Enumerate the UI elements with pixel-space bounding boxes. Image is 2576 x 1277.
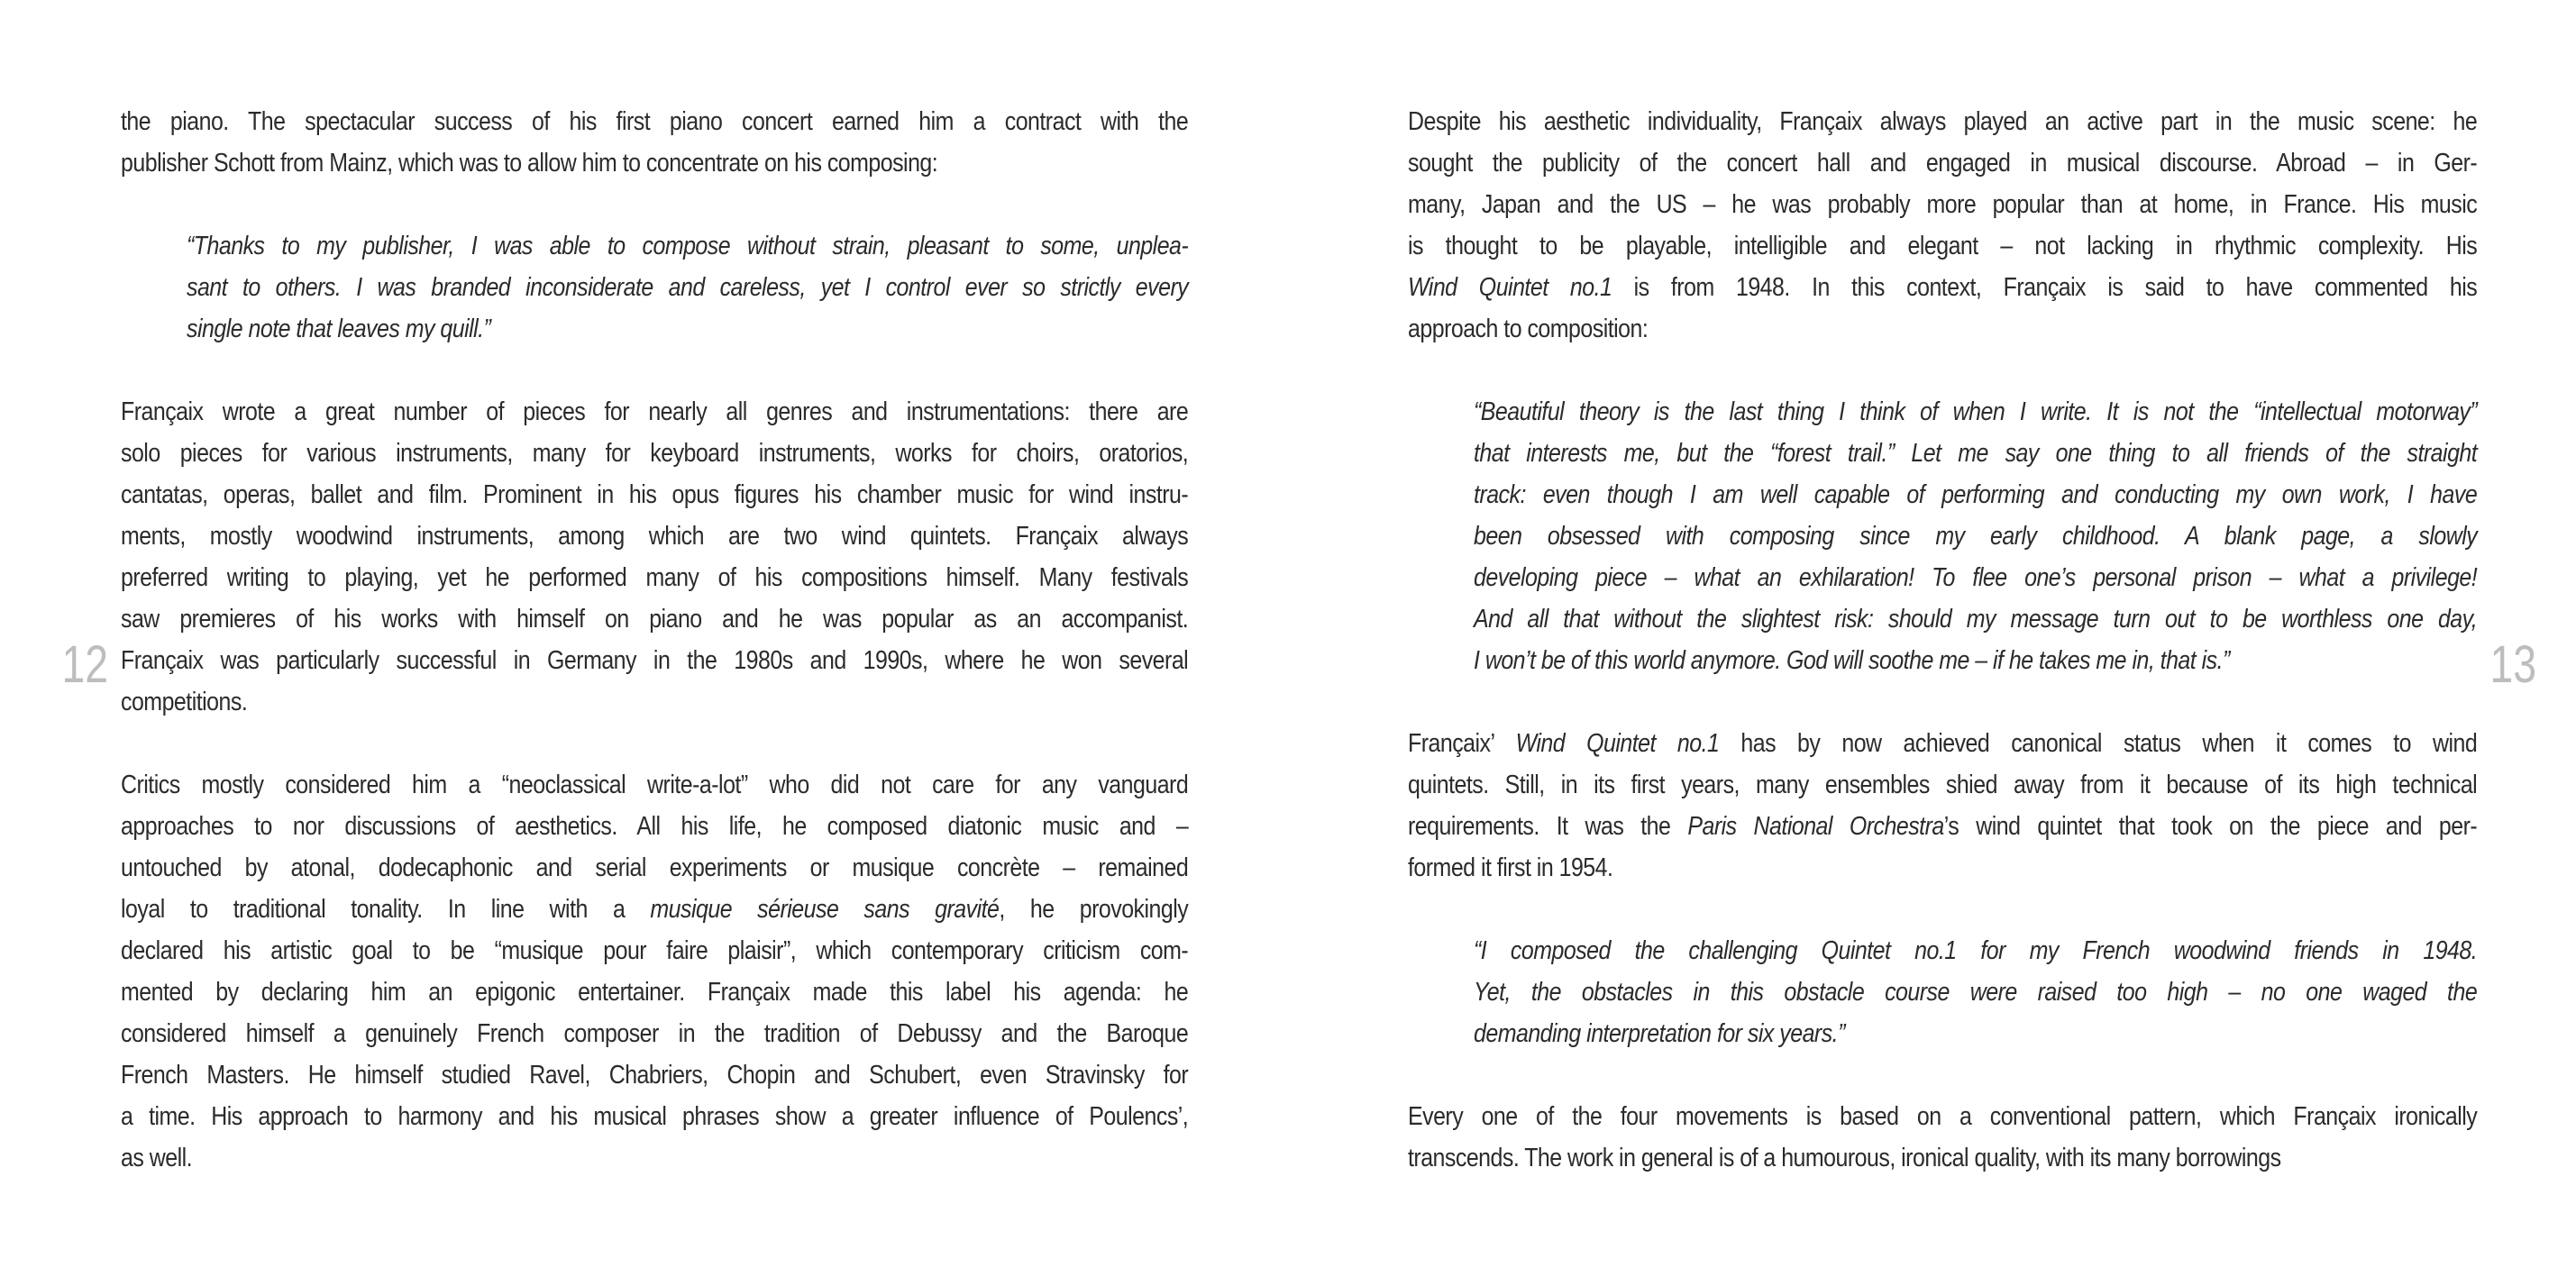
text-line: is thought to be playable, intelligible and elegant – not lacking in rhythmic complexity. His xyxy=(1408,232,2478,260)
text-line: transcends. The work in general is of a humourous, ironical quality, with its many borrowings xyxy=(1408,1144,2281,1172)
text-line: ments, mostly woodwind instruments, among which are two wind quintets. Françaix always xyxy=(121,522,1189,551)
text-line: been obsessed with composing since my early childhood. A blank page, a slowly xyxy=(1474,522,2478,551)
text-line: track: even though I am well capable of performing and conducting my own work, I have xyxy=(1474,480,2478,509)
text-line: approaches to nor discussions of aesthetics. All his life, he composed diatonic music and – xyxy=(121,812,1189,841)
text-segment: ’s wind quintet that took on the piece and per- xyxy=(1943,812,2478,841)
text-line xyxy=(121,889,1188,930)
text-line: saw premieres of his works with himself on piano and he was popular as an accompanist. xyxy=(121,605,1189,634)
text-line: single note that leaves my quill.” xyxy=(187,315,491,343)
body-paragraph xyxy=(1408,101,2477,350)
text-line: many, Japan and the US – he was probably more popular than at home, in France. His music xyxy=(1408,190,2478,219)
text-line: Every one of the four movements is based on a conventional pattern, which Françaix ironically xyxy=(1408,1102,2478,1131)
body-paragraph xyxy=(1408,1096,2477,1179)
text-line: Critics mostly considered him a “neoclassical write-a-lot” who did not care for any vanguard xyxy=(121,771,1189,799)
block-quote xyxy=(1408,391,2477,681)
text-line: “Thanks to my publisher, I was able to compose without strain, pleasant to some, unplea- xyxy=(187,232,1189,260)
body-paragraph xyxy=(121,101,1188,184)
block-quote xyxy=(1408,930,2477,1054)
text-line: that interests me, but the “forest trail.” Let me say one thing to all friends of the straight xyxy=(1474,439,2478,468)
text-line: competitions. xyxy=(121,688,248,716)
text-line: “I composed the challenging Quintet no.1 for my French woodwind friends in 1948. xyxy=(1474,936,2478,965)
left-text-column xyxy=(121,101,1188,1220)
text-line: as well. xyxy=(121,1144,193,1172)
text-line: sought the publicity of the concert hall and engaged in musical discourse. Abroad – in Ger- xyxy=(1408,149,2478,178)
text-line: Françaix wrote a great number of pieces for nearly all genres and instrumentations: there are xyxy=(121,397,1189,426)
text-line: French Masters. He himself studied Ravel, Chabriers, Chopin and Schubert, even Stravinsky for xyxy=(121,1061,1189,1090)
text-line: publisher Schott from Mainz, which was to allow him to concentrate on his composing: xyxy=(121,149,938,178)
text-line: cantatas, operas, ballet and film. Prominent in his opus figures his chamber music for wind instru- xyxy=(121,480,1189,509)
page-number-right: 13 xyxy=(2489,635,2537,694)
text-segment: requirements. It was the xyxy=(1408,812,1688,841)
italic-title: Wind Quintet no.1 xyxy=(1408,273,1612,302)
text-line: untouched by atonal, dodecaphonic and serial experiments or musique concrète – remained xyxy=(121,853,1189,882)
text-line: demanding interpretation for six years.” xyxy=(1474,1019,1845,1048)
text-line xyxy=(1408,723,2477,764)
text-segment: loyal to traditional tonality. In line with a xyxy=(121,895,651,924)
text-line: preferred writing to playing, yet he performed many of his compositions himself. Many festivals xyxy=(121,563,1189,592)
right-text-column xyxy=(1408,101,2477,1220)
text-segment: , he provokingly xyxy=(999,895,1189,924)
text-line: I won’t be of this world anymore. God will soothe me – if he takes me in, that is.” xyxy=(1474,646,2230,675)
text-line: a time. His approach to harmony and his musical phrases show a greater influence of Poulencs’, xyxy=(121,1102,1189,1131)
text-line: formed it first in 1954. xyxy=(1408,853,1613,882)
text-line: And all that without the slightest risk: should my message turn out to be worthless one day, xyxy=(1474,605,2478,634)
text-line: approach to composition: xyxy=(1408,315,1649,343)
page-number-left: 12 xyxy=(61,635,109,694)
text-line: sant to others. I was branded inconsiderate and careless, yet I control ever so strictly every xyxy=(187,273,1189,302)
text-line: solo pieces for various instruments, many for keyboard instruments, works for choirs, oratorios, xyxy=(121,439,1189,468)
body-paragraph xyxy=(121,764,1188,1179)
italic-title: musique sérieuse sans gravité xyxy=(650,895,1000,924)
right-page xyxy=(1288,0,2576,1277)
body-paragraph xyxy=(121,391,1188,723)
text-line: Françaix was particularly successful in Germany in the 1980s and 1990s, where he won several xyxy=(121,646,1189,675)
text-segment: has by now achieved canonical status when it comes to wind xyxy=(1719,729,2478,758)
body-paragraph xyxy=(1408,723,2477,889)
text-segment: is from 1948. In this context, Françaix is said to have commented his xyxy=(1612,273,2478,302)
text-line: Yet, the obstacles in this obstacle course were raised too high – no one waged the xyxy=(1474,978,2478,1007)
text-line: declared his artistic goal to be “musique pour faire plaisir”, which contemporary criticism com- xyxy=(121,936,1189,965)
text-line: Despite his aesthetic individuality, Françaix always played an active part in the music scene: he xyxy=(1408,107,2478,136)
block-quote xyxy=(121,225,1188,350)
text-segment: Françaix’ xyxy=(1408,729,1516,758)
text-line xyxy=(1408,267,2477,308)
text-line: considered himself a genuinely French composer in the tradition of Debussy and the Baroque xyxy=(121,1019,1189,1048)
text-line: developing piece – what an exhilaration! To flee one’s personal prison – what a privilege! xyxy=(1474,563,2478,592)
italic-title: Paris National Orchestra xyxy=(1687,812,1944,841)
text-line: quintets. Still, in its first years, many ensembles shied away from it because of its high technical xyxy=(1408,771,2478,799)
text-line xyxy=(1408,806,2477,847)
text-line: mented by declaring him an epigonic entertainer. Françaix made this label his agenda: he xyxy=(121,978,1189,1007)
text-line: the piano. The spectacular success of his first piano concert earned him a contract with the xyxy=(121,107,1189,136)
italic-title: Wind Quintet no.1 xyxy=(1515,729,1720,758)
text-line: “Beautiful theory is the last thing I think of when I write. It is not the “intellectual motorway” xyxy=(1474,397,2478,426)
